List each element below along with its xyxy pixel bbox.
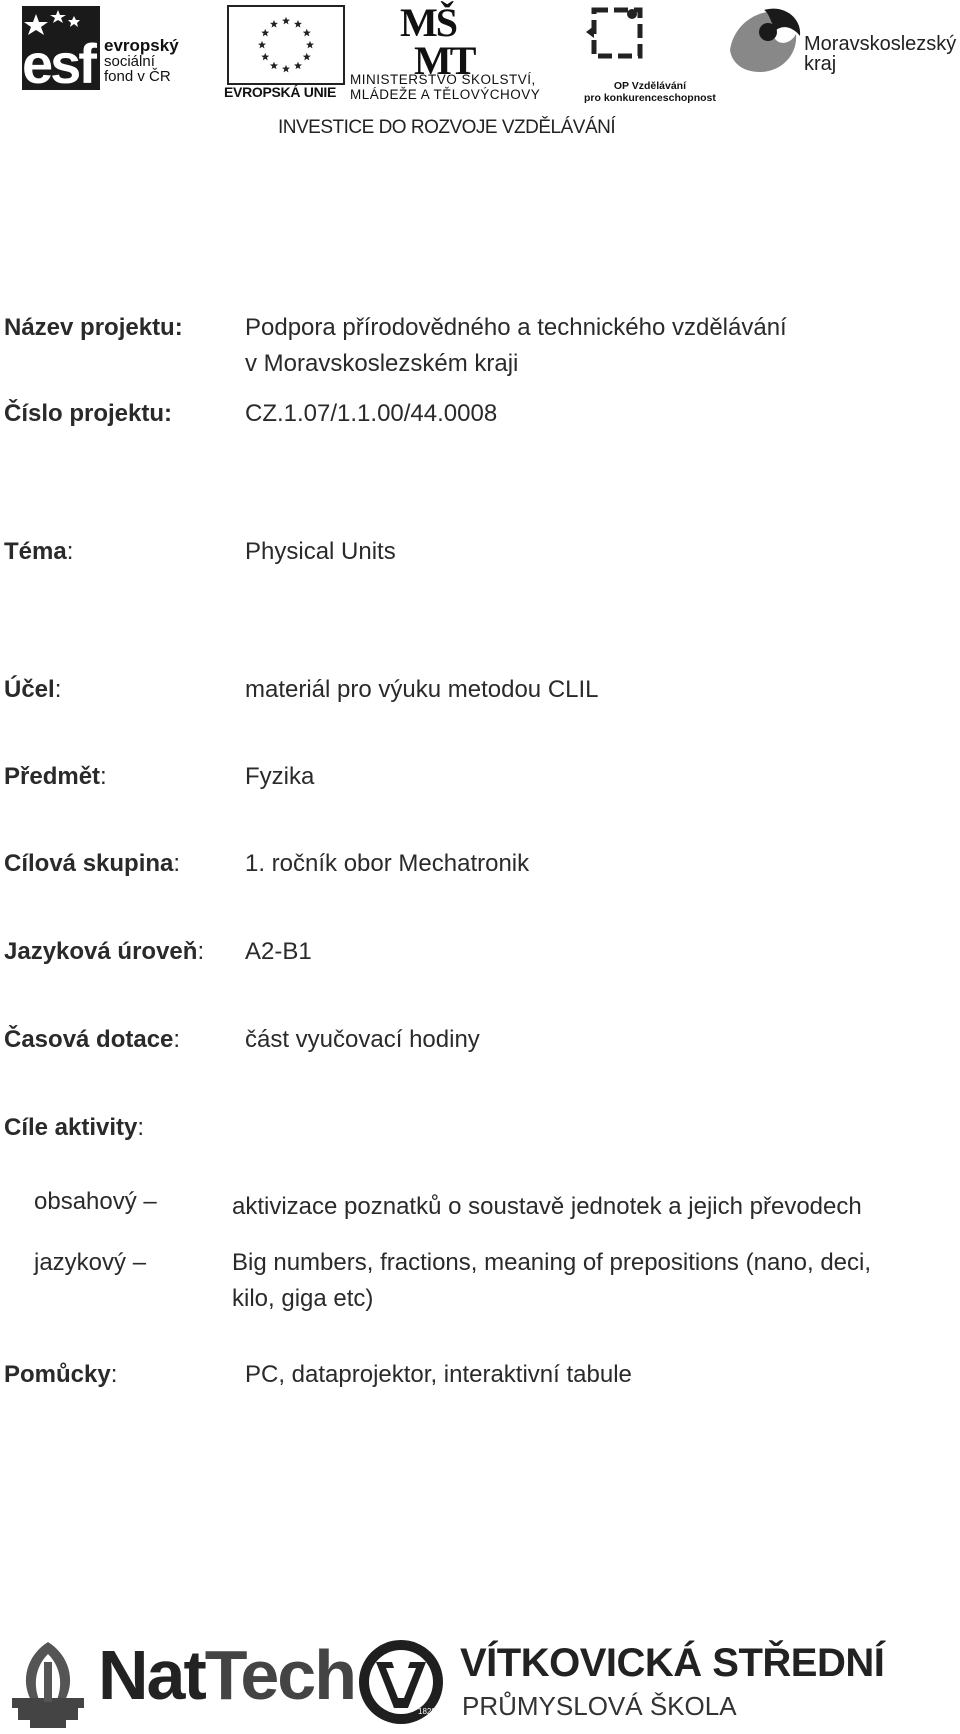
subject-value: Fyzika [245, 763, 315, 790]
subject-label: Předmět: [4, 763, 107, 790]
aids-label: Pomůcky: [4, 1361, 118, 1388]
project-name-line-2: v Moravskoslezském kraji [245, 350, 519, 377]
op-caption [584, 80, 716, 104]
purpose-value: materiál pro výuku metodou CLIL [245, 676, 599, 703]
op-line-1: OP Vzdělávání [613, 80, 687, 92]
region-caption [804, 34, 956, 74]
eu-star-icon [303, 29, 311, 37]
nattech-tech: Tech [204, 1636, 355, 1714]
topic-value: Physical Units [245, 538, 396, 565]
eu-star-icon [261, 29, 269, 37]
esf-caption [104, 38, 179, 84]
language-goal-label: jazykový – [34, 1249, 147, 1276]
emblem-year: 1828 [418, 1707, 436, 1716]
nattech-logo [98, 1636, 355, 1714]
target-group-value: 1. ročník obor Mechatronik [245, 850, 530, 877]
eu-star-icon [282, 17, 290, 25]
project-number-value: CZ.1.07/1.1.00/44.0008 [245, 400, 498, 427]
esf-mark: esf [22, 32, 94, 95]
op-line-2: pro konkurenceschopnost [584, 92, 716, 104]
nattech-nat: Nat [98, 1636, 205, 1714]
language-level-value: A2-B1 [245, 938, 312, 965]
eu-star-icon [306, 41, 314, 49]
region-line-2: kraj [804, 53, 837, 75]
target-group-label: Cílová skupina: [4, 850, 181, 877]
msmt-caption [350, 72, 540, 102]
language-goal-line-1: Big numbers, fractions, meaning of prepositions (nano, deci, [232, 1249, 872, 1276]
esf-line-2: sociální [104, 53, 155, 70]
purpose-label: Účel: [4, 676, 62, 703]
eu-star-icon [270, 20, 278, 28]
project-name-line-1: Podpora přírodovědného a technického vzdělávání [245, 314, 787, 341]
time-allocation-value: část vyučovací hodiny [245, 1026, 480, 1053]
aids-value: PC, dataprojektor, interaktivní tabule [245, 1361, 632, 1388]
nattech-leaf-icon [4, 1638, 92, 1734]
eu-star-icon [294, 62, 302, 70]
project-number-label: Číslo projektu: [4, 400, 173, 427]
eu-star-icon [294, 20, 302, 28]
content-goal-value: aktivizace poznatků o soustavě jednotek a jejich převodech [232, 1193, 862, 1220]
tagline: INVESTICE DO ROZVOJE VZDĚLÁVÁNÍ [278, 117, 616, 138]
eu-star-icon [270, 62, 278, 70]
content-goal-label: obsahový – [34, 1188, 157, 1215]
esf-line-3: fond v ČR [104, 68, 171, 85]
sponsor-logo-strip [0, 0, 960, 150]
msmt-mark-top: MŠ [400, 0, 456, 45]
eu-star-icon [261, 53, 269, 61]
language-level-label: Jazyková úroveň: [4, 938, 205, 965]
language-goal-line-2: kilo, giga etc) [232, 1285, 374, 1312]
school-emblem-icon [356, 1636, 446, 1728]
eu-star-icon [258, 41, 266, 49]
eu-stars-icon [229, 7, 343, 83]
eu-star-icon [303, 53, 311, 61]
msmt-logo [400, 0, 475, 83]
msmt-line-1: MINISTERSTVO ŠKOLSTVÍ, [350, 72, 536, 87]
msmt-line-2: MLÁDEŽE A TĚLOVÝCHOVY [350, 87, 541, 102]
school-name-line-2: PRŮMYSLOVÁ ŠKOLA [462, 1691, 737, 1721]
region-line-1: Moravskoslezský [804, 33, 957, 55]
topic-label: Téma: [4, 538, 74, 565]
time-allocation-label: Časová dotace: [4, 1026, 181, 1053]
school-name-line-1: VÍTKOVICKÁ STŘEDNÍ [460, 1641, 885, 1685]
op-logo-icon [582, 4, 652, 68]
eu-caption: EVROPSKÁ UNIE [224, 84, 337, 100]
region-logo-icon [724, 2, 804, 78]
eu-flag-logo [227, 5, 345, 85]
project-name-label: Název projektu: [4, 314, 183, 341]
esf-line-1: evropský [104, 36, 179, 55]
activity-goals-label: Cíle aktivity: [4, 1114, 145, 1141]
msmt-mark-bottom: MT [414, 38, 475, 83]
eu-star-icon [282, 65, 290, 73]
esf-logo [22, 6, 100, 95]
